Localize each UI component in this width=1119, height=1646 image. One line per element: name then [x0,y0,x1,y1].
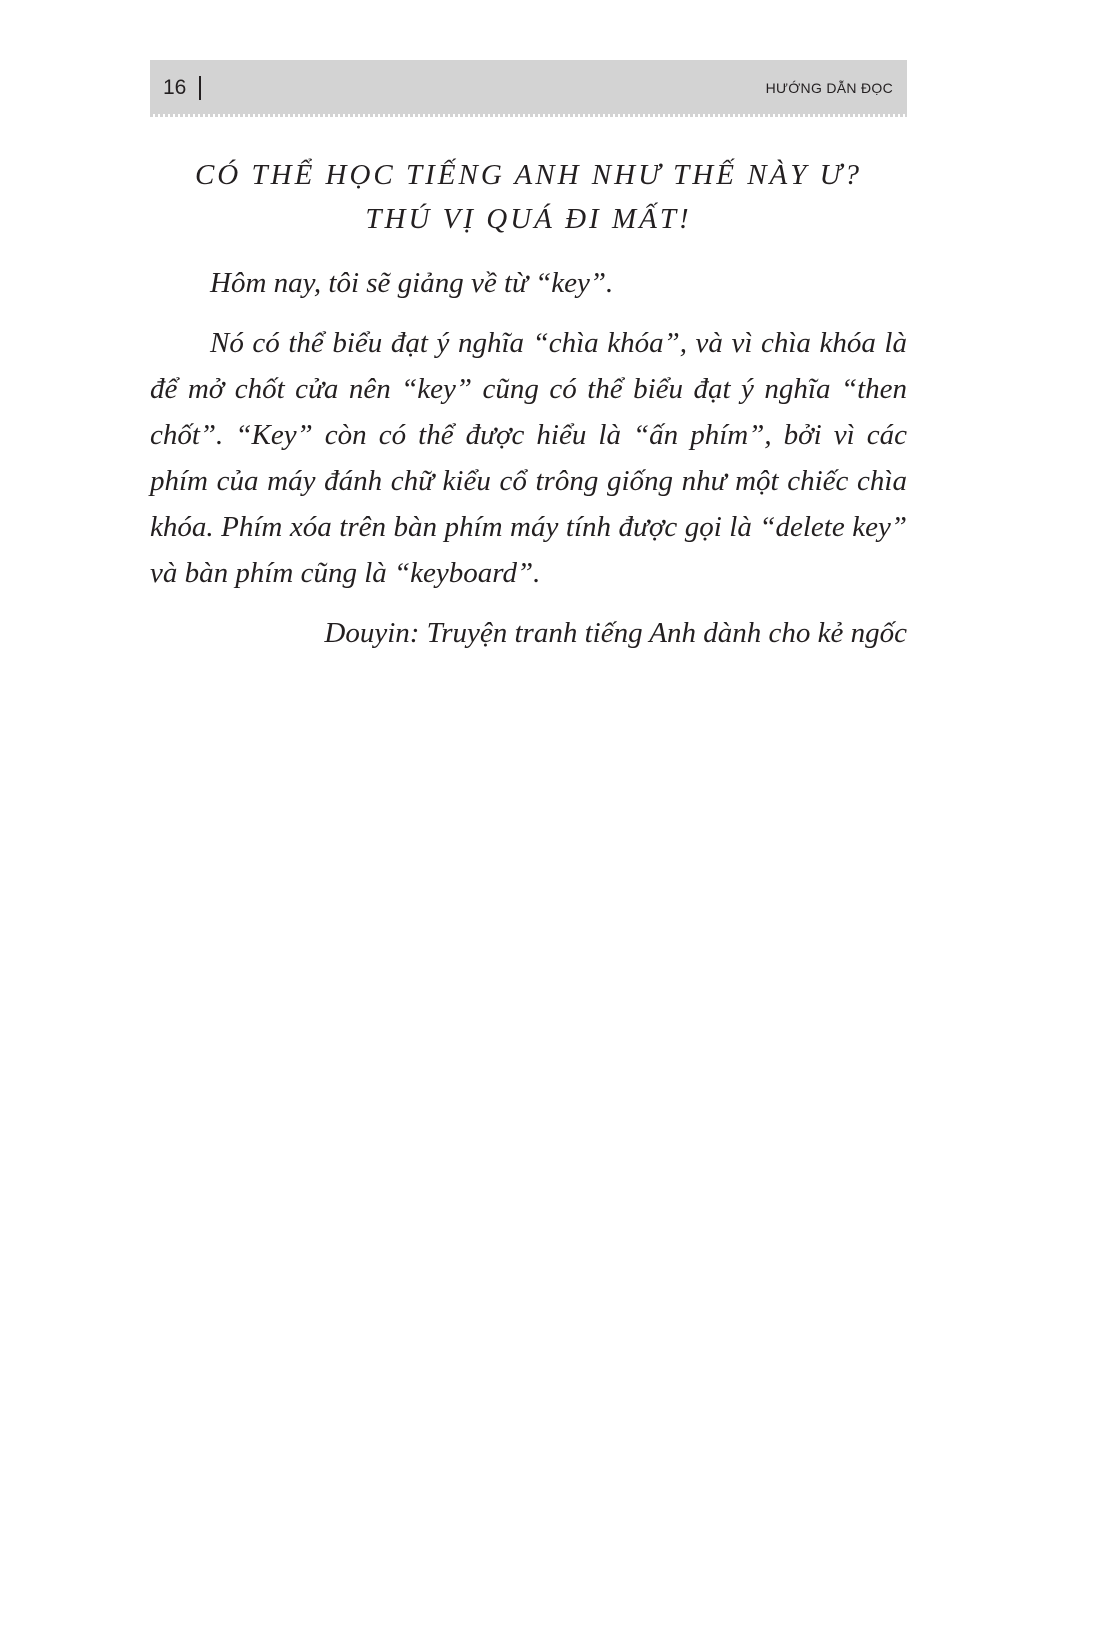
source-attribution: Douyin: Truyện tranh tiếng Anh dành cho kẻ ngốc [324,617,907,649]
paragraph-intro: Hôm nay, tôi sẽ giảng về từ “key”. [210,267,614,299]
paragraph-explanation: Nó có thể biểu đạt ý nghĩa “chìa khóa”, và vì chìa khóa là để mở chốt cửa nên “key” cũng có thể biểu đạt ý nghĩa “then chốt”. “Key” còn có thể được hiểu là “ấn phím”, bởi vì các phím của máy đánh chữ kiểu cổ trông giống như một chiếc chìa khóa. Phím xóa trên bàn phím máy tính được gọi là “delete key” và bàn phím cũng là “keyboard”. [150,327,907,589]
page-number: 16 [163,76,187,99]
heading-line-2: THÚ VỊ QUÁ ĐI MẤT! [365,203,692,235]
page-header [150,60,907,115]
running-title: HƯỚNG DẪN ĐỌC [765,80,893,96]
section-heading [150,153,907,241]
header-divider [199,76,201,100]
heading-line-1: CÓ THỂ HỌC TIẾNG ANH NHƯ THẾ NÀY Ư? [194,159,863,191]
